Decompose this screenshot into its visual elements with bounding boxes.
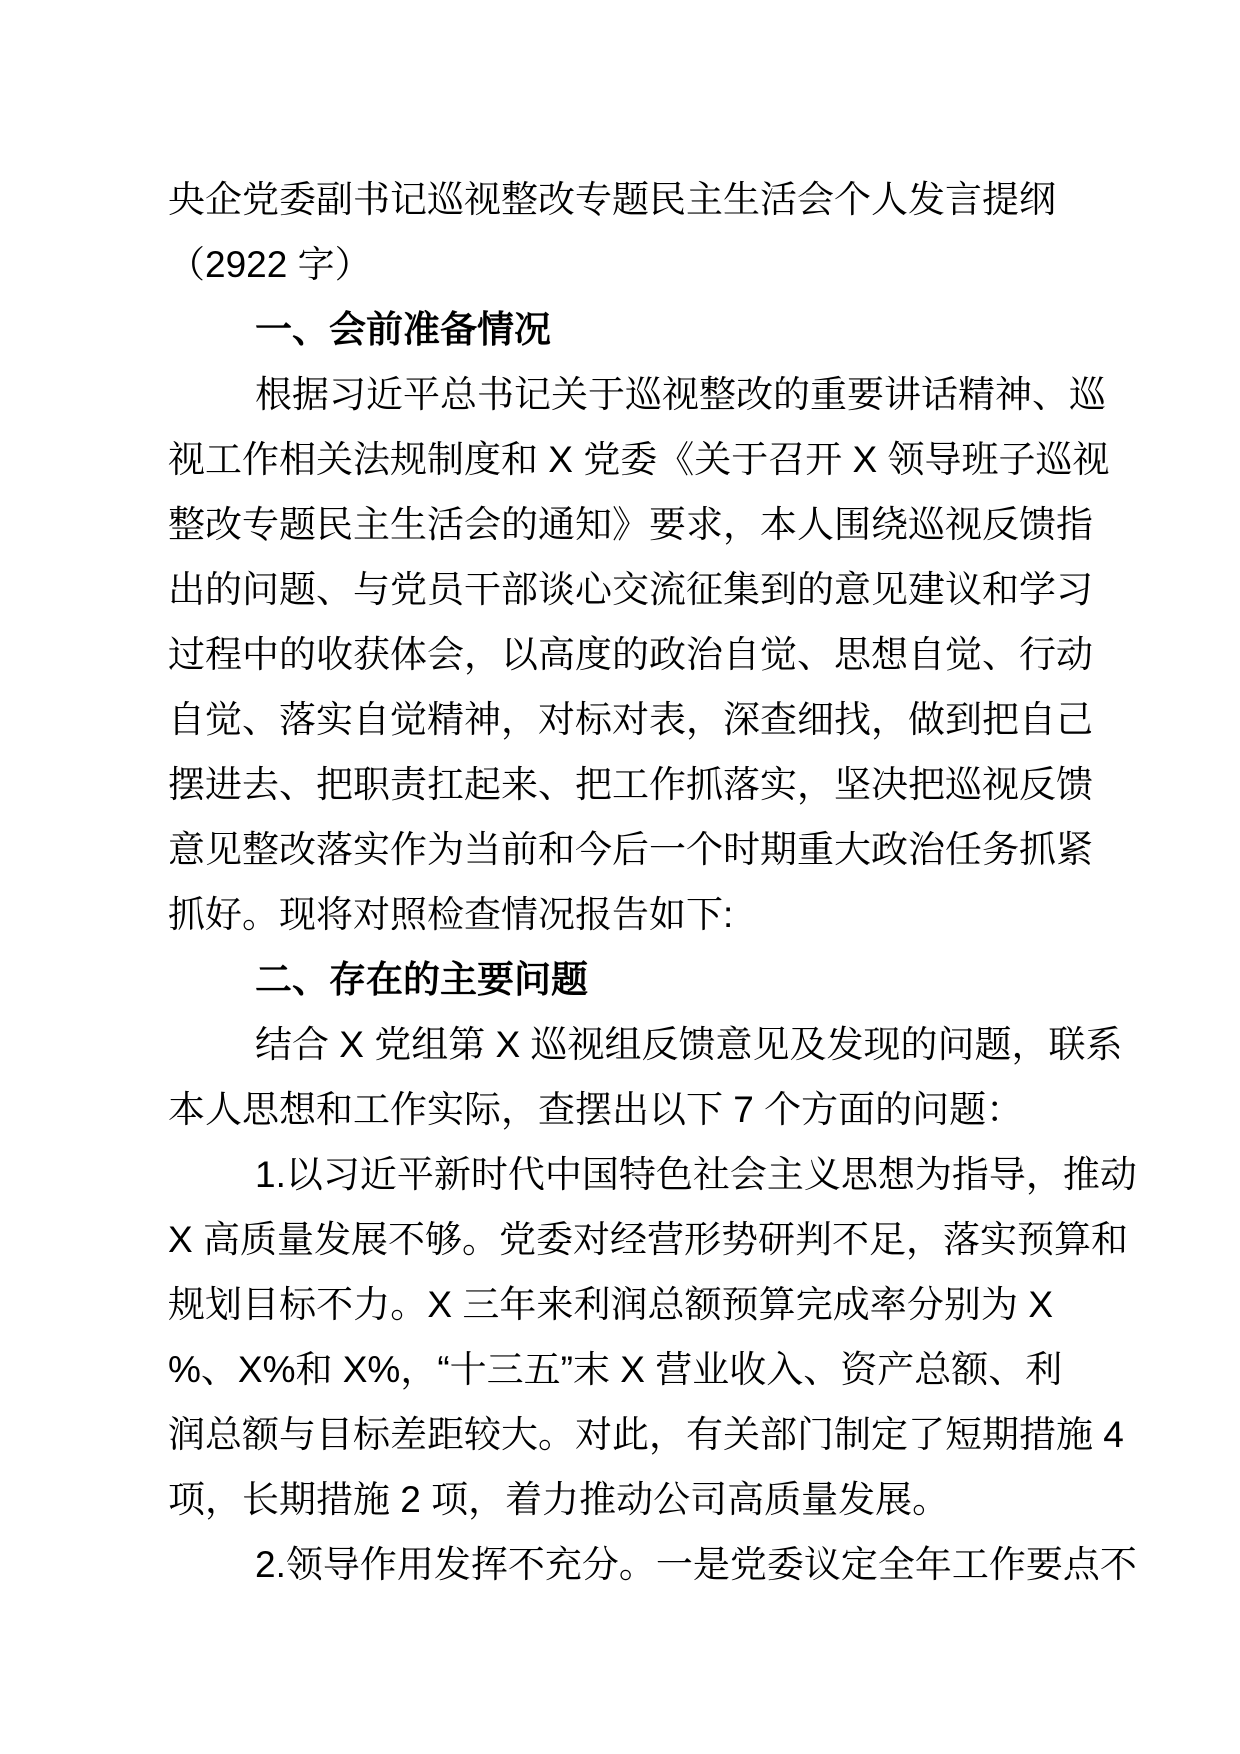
body-line: 2.领导作用发挥不充分。一是党委议定全年工作要点不 <box>255 1544 1137 1585</box>
section-heading-1: 一、会前准备情况 <box>255 309 551 350</box>
body-line: 过程中的收获体会，以高度的政治自觉、思想自觉、行动 <box>168 634 1093 675</box>
body-line: %、X%和 X%，“十三五”末 X 营业收入、资产总额、利 <box>168 1349 1063 1390</box>
body-line: 意见整改落实作为当前和今后一个时期重大政治任务抓紧 <box>168 829 1093 870</box>
body-line: 出的问题、与党员干部谈心交流征集到的意见建议和学习 <box>168 569 1093 610</box>
body-line: 根据习近平总书记关于巡视整改的重要讲话精神、巡 <box>255 374 1106 415</box>
body-line: 抓好。现将对照检查情况报告如下: <box>168 894 734 935</box>
body-line: 结合 X 党组第 X 巡视组反馈意见及发现的问题，联系 <box>255 1024 1123 1065</box>
body-line: 润总额与目标差距较大。对此，有关部门制定了短期措施 4 <box>168 1414 1124 1455</box>
body-line: X 高质量发展不够。党委对经营形势研判不足，落实预算和 <box>168 1219 1128 1260</box>
page-content <box>168 167 1137 1597</box>
body-line: 摆进去、把职责扛起来、把工作抓落实，坚决把巡视反馈 <box>168 764 1093 805</box>
section-heading-2: 二、存在的主要问题 <box>255 959 588 1000</box>
body-line: 规划目标不力。X 三年来利润总额预算完成率分别为 X <box>168 1284 1053 1325</box>
title-line-2: （2922 字） <box>168 244 372 285</box>
body-line: 整改专题民主生活会的通知》要求，本人围绕巡视反馈指 <box>168 504 1093 545</box>
body-line: 视工作相关法规制度和 X 党委《关于召开 X 领导班子巡视 <box>168 439 1110 480</box>
body-line: 本人思想和工作实际，查摆出以下 7 个方面的问题： <box>168 1089 1024 1130</box>
body-line: 自觉、落实自觉精神，对标对表，深查细找，做到把自己 <box>168 699 1093 740</box>
body-line: 1.以习近平新时代中国特色社会主义思想为指导，推动 <box>255 1154 1137 1195</box>
body-line: 项，长期措施 2 项，着力推动公司高质量发展。 <box>168 1479 950 1520</box>
title-line-1: 央企党委副书记巡视整改专题民主生活会个人发言提纲 <box>168 179 1056 220</box>
